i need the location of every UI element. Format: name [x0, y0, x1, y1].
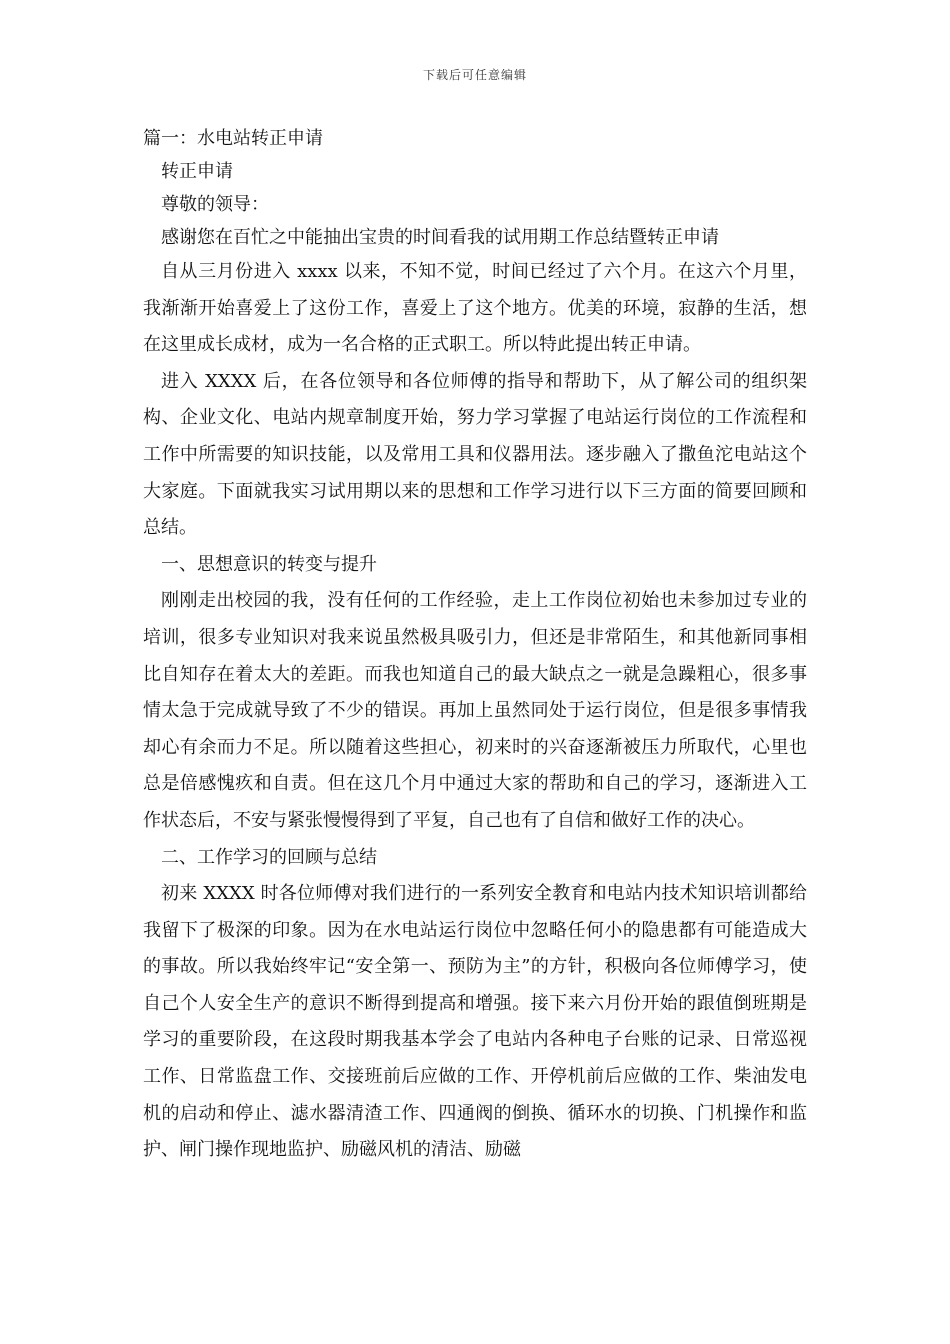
chapter-title: 篇一：水电站转正申请: [143, 128, 323, 149]
section1-heading: 一、思想意识的转变与提升: [161, 553, 377, 575]
paragraph-intro: 自从三月份进入 xxxx 以来，不知不觉，时间已经过了六个月。在这六个月里，我渐渐开始喜爱上了这份工作，喜爱上了这个地方。优美的环境，寂静的生活，想在这里成长成材，成为一名合格的正式职工。所以特此提出转正申请。: [143, 261, 807, 356]
section1-paragraph: 刚刚走出校园的我，没有任何的工作经验，走上工作岗位初始也未参加过专业的培训，很多专业知识对我来说虽然极具吸引力，但还是非常陌生，和其他新同事相比自知存在着太大的差距。而我也知道自己的最大缺点之一就是急躁粗心，很多事情太急于完成就导致了不少的错误。再加上虽然同处于运行岗位，但是很多事情我却心有余而力不足。所以随着这些担心，初来时的兴奋逐渐被压力所取代，心里也总是倍感愧疚和自责。但在这几个月中通过大家的帮助和自己的学习，逐渐进入工作状态后，不安与紧张慢慢得到了平复，自己也有了自信和做好工作的决心。: [143, 590, 807, 831]
section2-heading: 二、工作学习的回顾与总结: [161, 846, 377, 868]
thanks-line: 感谢您在百忙之中能抽出宝贵的时间看我的试用期工作总结暨转正申请: [161, 227, 719, 248]
salutation: 尊敬的领导：: [161, 194, 269, 215]
paragraph-join: 进入 XXXX 后，在各位领导和各位师傅的指导和帮助下，从了解公司的组织架构、企业文化、电站内规章制度开始，努力学习掌握了电站运行岗位的工作流程和工作中所需要的知识技能，以及常用工具和仪器用法。逐步融入了撒鱼沱电站这个大家庭。下面就我实习试用期以来的思想和工作学习进行以下三方面的简要回顾和总结。: [143, 370, 807, 539]
document-body: [143, 122, 807, 1169]
header-note: 下载后可任意编辑: [422, 68, 527, 82]
document-title: 转正申请: [161, 161, 233, 182]
section2-paragraph: 初来 XXXX 时各位师傅对我们进行的一系列安全教育和电站内技术知识培训都给我留下了极深的印象。因为在水电站运行岗位中忽略任何小的隐患都有可能造成大的事故。所以我始终牢记“安全第一、预防为主”的方针，积极向各位师傅学习，使自己个人安全生产的意识不断得到提高和增强。接下来六月份开始的跟值倒班期是学习的重要阶段，在这段时期我基本学会了电站内各种电子台账的记录、日常巡视工作、日常监盘工作、交接班前后应做的工作、开停机前后应做的工作、柴油发电机的启动和停止、滤水器清渣工作、四通阀的倒换、循环水的切换、门机操作和监护、闸门操作现地监护、励磁风机的清洁、励磁: [143, 883, 807, 1161]
